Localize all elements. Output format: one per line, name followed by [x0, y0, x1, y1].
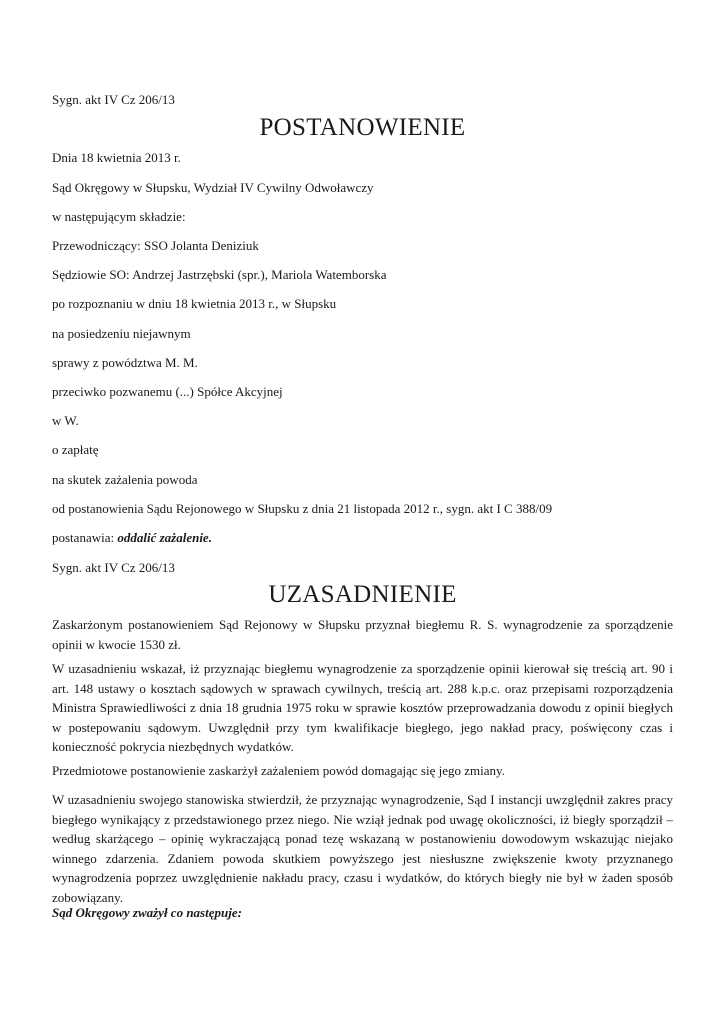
ruling-line [52, 530, 212, 546]
paragraph: W uzasadnieniu swojego stanowiska stwierdził, że przyznając wynagrodzenie, Sąd I instancji uwzględnił zakres pracy biegłego wynikający z przedstawionego przez niego. Nie wziął jednak pod uwagę okoliczności, iż biegły sporządził – według skarżącego – opinię wykraczającą ponad tezę wskazaną w postanowieniu dowodowym wskazując niejako winnego zdarzenia. Zdaniem powoda skutkiem powyższego jest niesłuszne zwiększenie kwoty przyznanego wynagrodzenia poprzez uwzględnienie nakładu pracy, czasu i wydatków, do których biegły nie był w żaden sposób zobowiązany. [52, 792, 673, 905]
paragraph: Przedmiotowe postanowienie zaskarżył zażaleniem powód domagając się jego zmiany. [52, 763, 505, 778]
header-line: Sędziowie SO: Andrzej Jastrzębski (spr.), Mariola Watemborska [52, 267, 387, 282]
header-line: przeciwko pozwanemu (...) Spółce Akcyjnej [52, 384, 283, 399]
document-title: POSTANOWIENIE [259, 114, 466, 141]
header-line: Przewodniczący: SSO Jolanta Deniziuk [52, 238, 259, 253]
closing-heading: Sąd Okręgowy zważył co następuje: [52, 905, 242, 920]
header-line: Sąd Okręgowy w Słupsku, Wydział IV Cywilny Odwoławczy [52, 180, 374, 195]
case-signature: Sygn. akt IV Cz 206/13 [52, 560, 175, 575]
header-line: sprawy z powództwa M. M. [52, 355, 198, 370]
header-line: od postanowienia Sądu Rejonowego w Słupsku z dnia 21 listopada 2012 r., sygn. akt I C 388/09 [52, 501, 553, 516]
case-signature: Sygn. akt IV Cz 206/13 [52, 92, 175, 107]
ruling-prefix: postanawia: [52, 530, 118, 545]
header-line: w następującym składzie: [52, 209, 186, 224]
header-line: o zapłatę [52, 442, 99, 457]
header-line: na skutek zażalenia powoda [52, 472, 198, 487]
header-line: na posiedzeniu niejawnym [52, 326, 191, 341]
justification-title: UZASADNIENIE [268, 581, 457, 608]
header-line: po rozpoznaniu w dniu 18 kwietnia 2013 r., w Słupsku [52, 296, 337, 311]
paragraph: W uzasadnieniu wskazał, iż przyznając biegłemu wynagrodzenie za sporządzenie opinii kierował się treścią art. 90 i art. 148 ustawy o kosztach sądowych w sprawach cywilnych, treścią art. 288 k.p.c. oraz przepisami rozporządzenia Ministra Sprawiedliwości z dnia 18 grudnia 1975 roku w sprawie kosztów przeprowadzania dowodu z opinii biegłych w postepowaniu sądowym. Uwzględnił przy tym kwalifikacje biegłego, jego nakład pracy, poświęcony czas i konieczność pokrycia niezbędnych wydatków. [52, 661, 673, 754]
ruling-decision: oddalić zażalenie. [117, 530, 212, 545]
header-line: Dnia 18 kwietnia 2013 r. [52, 150, 181, 165]
header-line: w W. [52, 413, 79, 428]
paragraph: Zaskarżonym postanowieniem Sąd Rejonowy w Słupsku przyznał biegłemu R. S. wynagrodzenie za sporządzenie opinii w kwocie 1530 zł. [52, 617, 673, 652]
